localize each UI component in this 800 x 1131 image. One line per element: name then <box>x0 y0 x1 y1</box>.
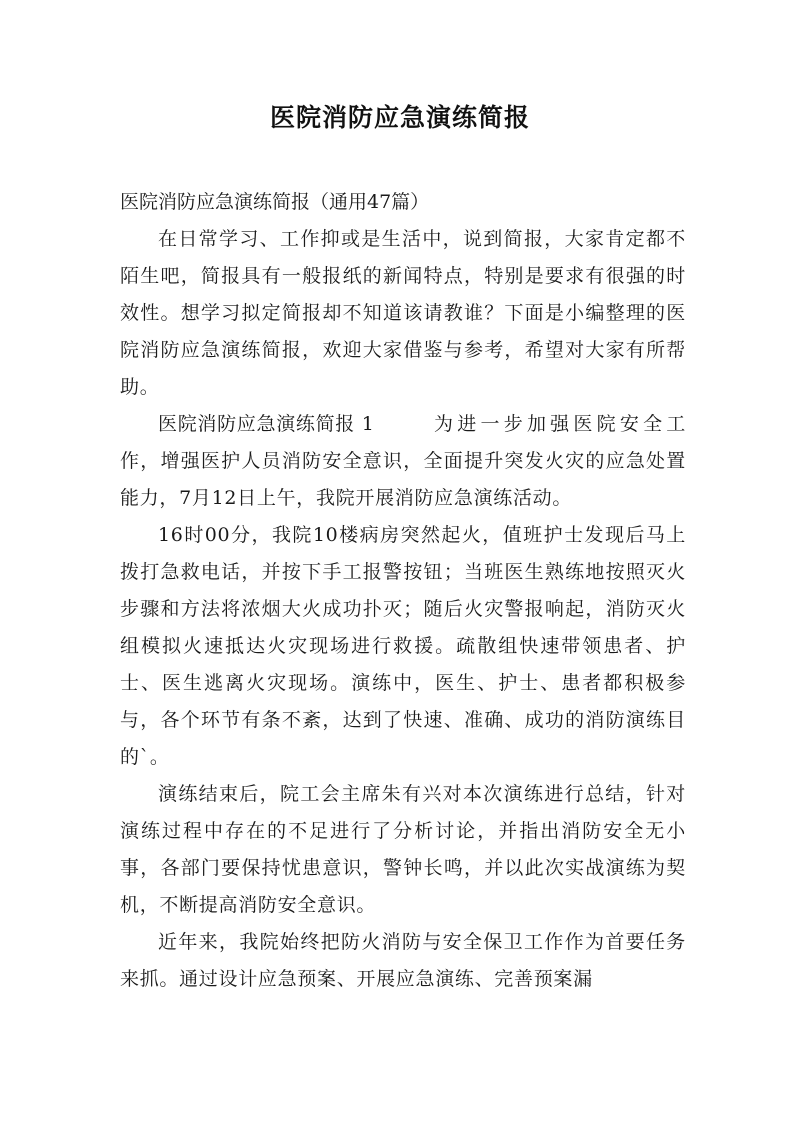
paragraph-text: 为进一步加强医院安全工作，增强医护人员消防安全意识，全面提升突发火灾的应急处置能力，7月12日上午，我院开展消防应急演练活动。 <box>120 413 686 509</box>
paragraph-recent-years <box>120 924 686 998</box>
paragraph-text: 16时00分，我院10楼病房突然起火，值班护士发现后马上拨打急救电话，并按下手工报警按钮；当班医生熟练地按照灭火步骤和方法将浓烟大火成功扑灭；随后火灾警报响起，消防灭火组模拟火速抵达火灾现场进行救援。疏散组快速带领患者、护士、医生逃离火灾现场。演练中，医生、护士、患者都积极参与，各个环节有条不紊，达到了快速、准确、成功的消防演练目的`。 <box>120 524 686 768</box>
paragraph-intro <box>120 221 686 406</box>
document-body <box>120 184 686 998</box>
paragraph-summary <box>120 776 686 924</box>
paragraph-text: 演练结束后，院工会主席朱有兴对本次演练进行总结，针对演练过程中存在的不足进行了分析讨论，并指出消防安全无小事，各部门要保持忧患意识，警钟长鸣，并以此次实战演练为契机，不断提高消防安全意识。 <box>120 783 686 916</box>
paragraph-drill-process <box>120 517 686 776</box>
document-title: 医院消防应急演练简报 <box>269 103 530 132</box>
report-heading: 医院消防应急演练简报 1 <box>158 413 375 435</box>
paragraph-text: 近年来，我院始终把防火消防与安全保卫工作作为首要任务来抓。通过设计应急预案、开展应急演练、完善预案漏 <box>120 931 686 990</box>
document-subtitle: 医院消防应急演练简报（通用47篇） <box>120 191 430 213</box>
paragraph-report-1 <box>120 406 686 517</box>
paragraph-text: 在日常学习、工作抑或是生活中，说到简报，大家肯定都不陌生吧，简报具有一般报纸的新闻特点，特别是要求有很强的时效性。想学习拟定简报却不知道该请教谁？下面是小编整理的医院消防应急演练简报，欢迎大家借鉴与参考，希望对大家有所帮助。 <box>120 228 686 398</box>
